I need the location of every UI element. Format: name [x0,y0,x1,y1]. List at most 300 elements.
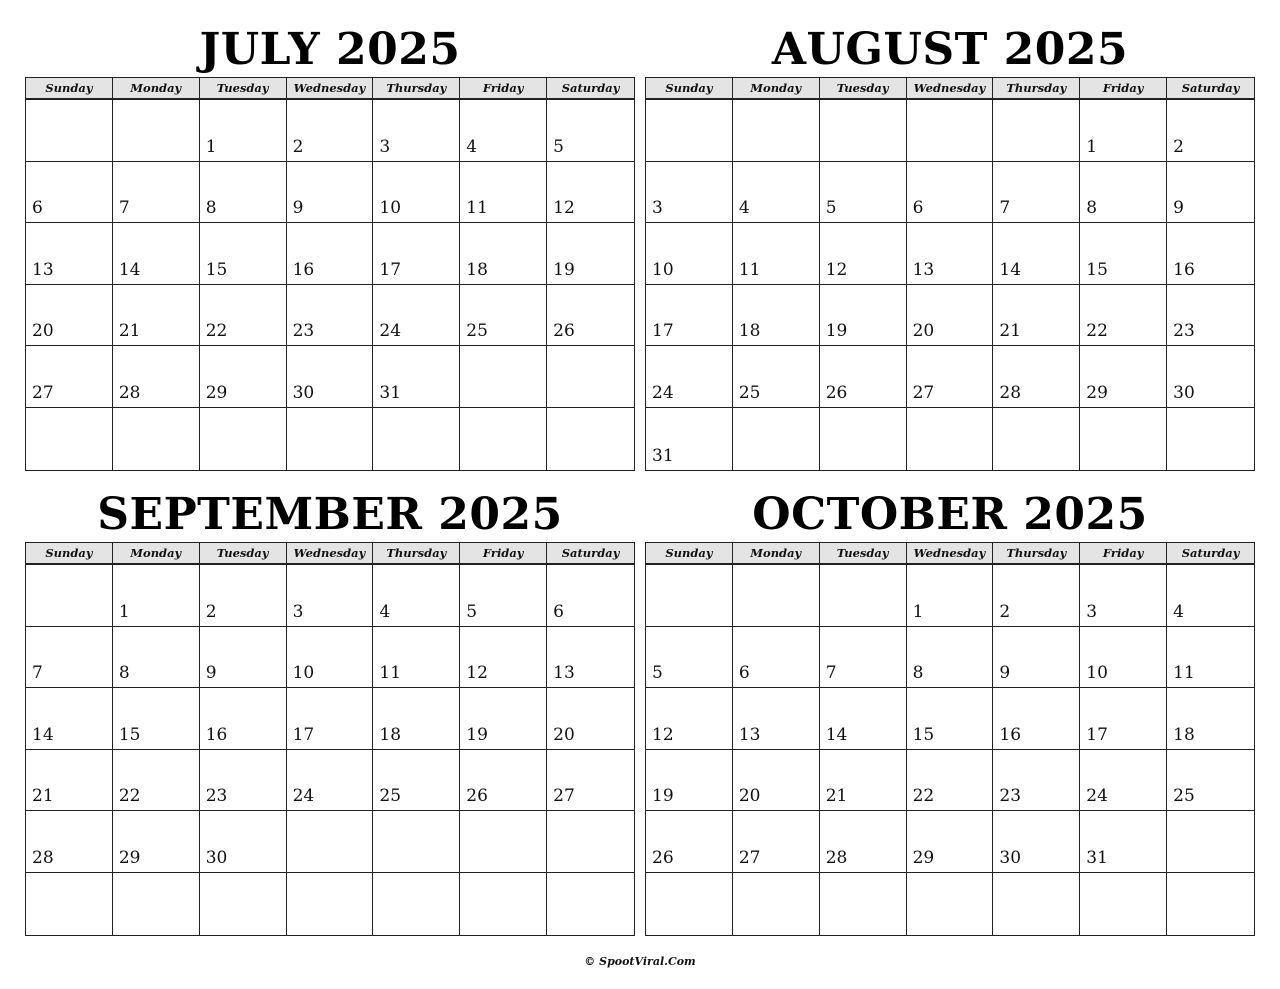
day-number: 28 [32,847,54,868]
day-cell [113,285,200,347]
weekday-header-monday: Monday [733,78,820,100]
day-number: 11 [379,663,402,684]
day-cell [1080,408,1167,470]
day-cell [907,873,994,935]
day-number: 3 [1086,601,1098,622]
day-cell [113,346,200,408]
day-number: 23 [999,786,1022,807]
day-number: 13 [738,724,761,745]
day-cell [460,688,547,750]
day-cell [200,162,287,224]
day-cell [993,873,1080,935]
day-cell [460,873,547,935]
day-number: 1 [118,601,130,622]
day-cell [547,162,634,224]
day-cell [1080,873,1167,935]
day-cell [733,223,820,285]
day-number: 12 [825,259,848,280]
day-cell [373,565,460,627]
day-cell [547,346,634,408]
day-number: 19 [553,259,575,280]
copyright-footer: © SpootViral.Com [584,955,696,968]
day-number: 26 [825,382,848,403]
day-number: 16 [999,724,1022,745]
day-cell [200,285,287,347]
day-number: 16 [205,724,228,745]
day-cell [1080,565,1167,627]
weekday-header-saturday: Saturday [1167,543,1254,565]
day-cell [373,223,460,285]
weekday-header-monday: Monday [113,543,200,565]
day-number: 14 [999,259,1022,280]
day-cell [113,100,200,162]
day-number: 27 [553,786,575,807]
month-title: SEPTEMBER 2025 [97,489,563,540]
day-number: 23 [1173,321,1195,342]
weekday-header-wednesday: Wednesday [907,78,994,100]
weekday-header-saturday: Saturday [1167,78,1254,100]
day-cell [646,627,733,689]
day-cell [547,627,634,689]
day-cell [820,565,907,627]
day-cell [113,565,200,627]
day-cell [287,565,374,627]
day-cell [646,100,733,162]
day-cell [646,565,733,627]
day-cell [1167,223,1254,285]
day-cell [26,565,113,627]
day-cell [993,100,1080,162]
day-number: 4 [1173,601,1184,622]
month-grid [25,77,635,471]
day-cell [287,162,374,224]
day-cell [733,688,820,750]
weekday-header-monday: Monday [113,78,200,100]
day-cell [113,627,200,689]
day-number: 22 [912,786,935,807]
day-cell [287,627,374,689]
weekday-header-sunday: Sunday [26,543,113,565]
day-number: 27 [912,382,935,403]
day-number: 27 [32,382,54,403]
day-cell [200,811,287,873]
day-number: 2 [1173,136,1184,157]
day-cell [1167,811,1254,873]
day-cell [993,565,1080,627]
day-number: 21 [999,321,1022,342]
day-number: 11 [738,259,761,280]
day-cell [373,688,460,750]
day-number: 4 [738,198,750,219]
day-cell [287,408,374,470]
day-cell [907,688,994,750]
day-cell [287,873,374,935]
day-number: 29 [205,382,228,403]
day-number: 1 [1086,136,1098,157]
day-cell [113,162,200,224]
weekday-header-sunday: Sunday [26,78,113,100]
weekday-header-thursday: Thursday [993,78,1080,100]
day-cell [113,688,200,750]
day-cell [1080,346,1167,408]
day-cell [113,408,200,470]
day-cell [373,408,460,470]
day-number: 8 [1086,198,1098,219]
day-number: 24 [292,786,315,807]
day-cell [646,811,733,873]
month-grid [25,542,635,936]
day-cell [733,565,820,627]
day-number: 31 [652,445,674,466]
day-number: 1 [205,136,217,157]
day-cell [733,750,820,812]
day-cell [1167,100,1254,162]
day-number: 10 [1086,663,1108,684]
day-cell [820,100,907,162]
day-cell [820,223,907,285]
day-number: 17 [379,259,402,280]
day-cell [460,223,547,285]
day-number: 6 [553,601,564,622]
day-number: 17 [652,321,674,342]
day-cell [373,627,460,689]
day-number: 15 [912,724,935,745]
day-number: 20 [738,786,761,807]
day-cell [907,100,994,162]
day-number: 14 [118,259,141,280]
day-number: 30 [205,847,228,868]
day-number: 13 [32,259,54,280]
day-cell [646,408,733,470]
weekday-header-tuesday: Tuesday [200,543,287,565]
weekday-header-saturday: Saturday [547,78,634,100]
day-cell [993,162,1080,224]
day-cell [646,750,733,812]
day-cell [733,811,820,873]
day-number: 31 [379,382,402,403]
day-number: 30 [999,847,1022,868]
day-number: 5 [466,601,478,622]
day-number: 3 [379,136,391,157]
day-cell [460,811,547,873]
day-number: 23 [205,786,228,807]
day-cell [907,627,994,689]
day-cell [26,627,113,689]
day-cell [733,346,820,408]
weekday-header-friday: Friday [460,543,547,565]
day-cell [200,627,287,689]
day-number: 26 [652,847,674,868]
day-cell [547,285,634,347]
day-cell [1080,162,1167,224]
day-cell [820,750,907,812]
day-cell [993,223,1080,285]
day-cell [1080,750,1167,812]
day-cell [993,285,1080,347]
day-number: 6 [912,198,924,219]
day-cell [460,565,547,627]
weekday-header-thursday: Thursday [373,78,460,100]
day-number: 10 [379,198,402,219]
day-cell [287,346,374,408]
day-cell [1167,873,1254,935]
day-cell [907,223,994,285]
day-cell [907,162,994,224]
month-title: OCTOBER 2025 [752,489,1148,540]
day-number: 16 [292,259,315,280]
day-cell [200,100,287,162]
weekday-header-sunday: Sunday [646,543,733,565]
day-number: 22 [1086,321,1108,342]
day-cell [733,100,820,162]
day-number: 25 [379,786,402,807]
day-cell [373,873,460,935]
day-cell [820,285,907,347]
day-number: 22 [118,786,141,807]
day-cell [1080,811,1167,873]
day-number: 9 [999,663,1011,684]
day-cell [993,688,1080,750]
day-number: 2 [292,136,304,157]
day-cell [200,223,287,285]
day-cell [1167,408,1254,470]
day-cell [646,162,733,224]
day-number: 26 [466,786,488,807]
day-number: 26 [553,321,575,342]
day-cell [1167,346,1254,408]
day-number: 20 [912,321,935,342]
day-cell [26,873,113,935]
day-cell [547,873,634,935]
weekday-header-wednesday: Wednesday [287,543,374,565]
day-number: 22 [205,321,228,342]
weekday-header-sunday: Sunday [646,78,733,100]
day-cell [200,408,287,470]
day-cell [733,408,820,470]
day-number: 21 [32,786,54,807]
day-number: 20 [553,724,575,745]
day-cell [547,408,634,470]
day-number: 18 [379,724,402,745]
day-number: 7 [825,663,837,684]
weekday-header-friday: Friday [1080,78,1167,100]
day-cell [1080,627,1167,689]
day-cell [733,285,820,347]
day-number: 5 [825,198,837,219]
weekday-header-wednesday: Wednesday [287,78,374,100]
day-number: 6 [738,663,750,684]
day-cell [907,750,994,812]
day-cell [1167,627,1254,689]
day-cell [820,811,907,873]
day-number: 29 [912,847,935,868]
day-cell [113,223,200,285]
day-cell [907,565,994,627]
day-cell [907,811,994,873]
day-number: 19 [466,724,488,745]
day-number: 30 [1173,382,1195,403]
day-cell [373,750,460,812]
day-number: 8 [912,663,924,684]
day-cell [373,346,460,408]
weekday-header-monday: Monday [733,543,820,565]
day-number: 10 [652,259,674,280]
day-cell [820,688,907,750]
weekday-header-thursday: Thursday [993,543,1080,565]
day-number: 25 [466,321,488,342]
day-number: 17 [292,724,315,745]
month-title: AUGUST 2025 [771,24,1129,75]
day-number: 3 [292,601,304,622]
day-number: 4 [379,601,391,622]
day-number: 4 [466,136,478,157]
day-cell [287,811,374,873]
day-cell [26,100,113,162]
day-cell [733,162,820,224]
weekday-header-saturday: Saturday [547,543,634,565]
day-cell [460,750,547,812]
day-cell [113,873,200,935]
day-cell [733,873,820,935]
day-cell [547,750,634,812]
day-cell [820,408,907,470]
day-cell [820,162,907,224]
day-cell [113,811,200,873]
day-cell [1080,223,1167,285]
day-number: 13 [553,663,575,684]
day-cell [646,873,733,935]
day-cell [820,873,907,935]
weekday-header-tuesday: Tuesday [820,543,907,565]
day-number: 16 [1173,259,1195,280]
day-cell [460,627,547,689]
day-cell [1167,162,1254,224]
day-cell [373,811,460,873]
day-cell [200,346,287,408]
day-cell [1167,750,1254,812]
month-title: JULY 2025 [199,24,461,75]
day-number: 28 [825,847,848,868]
day-cell [993,811,1080,873]
day-number: 15 [205,259,228,280]
day-cell [26,162,113,224]
day-number: 24 [652,382,674,403]
day-cell [1167,565,1254,627]
day-number: 25 [738,382,761,403]
day-cell [26,223,113,285]
day-cell [547,565,634,627]
day-cell [460,162,547,224]
day-cell [460,100,547,162]
day-number: 14 [32,724,54,745]
day-number: 10 [292,663,315,684]
day-number: 12 [652,724,674,745]
day-cell [1080,100,1167,162]
day-number: 15 [118,724,141,745]
day-number: 30 [292,382,315,403]
weekday-header-friday: Friday [460,78,547,100]
day-number: 9 [292,198,304,219]
day-number: 18 [738,321,761,342]
day-number: 18 [1173,724,1195,745]
day-number: 5 [553,136,564,157]
day-number: 2 [999,601,1011,622]
day-cell [113,750,200,812]
day-number: 29 [1086,382,1108,403]
day-number: 12 [553,198,575,219]
day-number: 11 [1173,663,1195,684]
day-number: 7 [999,198,1011,219]
day-cell [907,285,994,347]
day-number: 19 [825,321,848,342]
day-number: 9 [1173,198,1184,219]
day-cell [1167,285,1254,347]
day-cell [287,688,374,750]
day-number: 5 [652,663,663,684]
day-cell [646,223,733,285]
day-number: 3 [652,198,663,219]
day-cell [373,162,460,224]
weekday-header-thursday: Thursday [373,543,460,565]
day-number: 2 [205,601,217,622]
day-number: 21 [118,321,141,342]
day-cell [200,565,287,627]
day-number: 25 [1173,786,1195,807]
day-cell [200,688,287,750]
day-cell [907,408,994,470]
weekday-header-tuesday: Tuesday [820,78,907,100]
day-cell [646,688,733,750]
day-number: 20 [32,321,54,342]
day-number: 27 [738,847,761,868]
day-cell [373,100,460,162]
day-cell [373,285,460,347]
month-grid [645,542,1255,936]
day-number: 28 [999,382,1022,403]
day-number: 31 [1086,847,1108,868]
day-number: 11 [466,198,488,219]
day-cell [26,346,113,408]
day-cell [993,627,1080,689]
day-cell [907,346,994,408]
day-number: 17 [1086,724,1108,745]
day-number: 9 [205,663,217,684]
day-cell [547,223,634,285]
day-cell [287,223,374,285]
day-cell [200,750,287,812]
day-cell [547,688,634,750]
day-number: 18 [466,259,488,280]
day-cell [26,285,113,347]
day-cell [460,346,547,408]
day-number: 7 [32,663,43,684]
day-number: 15 [1086,259,1108,280]
day-number: 1 [912,601,924,622]
day-cell [646,346,733,408]
day-number: 29 [118,847,141,868]
day-number: 23 [292,321,315,342]
weekday-header-friday: Friday [1080,543,1167,565]
day-number: 19 [652,786,674,807]
day-number: 12 [466,663,488,684]
day-cell [733,627,820,689]
day-number: 7 [118,198,130,219]
day-cell [26,750,113,812]
day-cell [26,811,113,873]
day-cell [993,346,1080,408]
day-cell [547,100,634,162]
day-cell [200,873,287,935]
